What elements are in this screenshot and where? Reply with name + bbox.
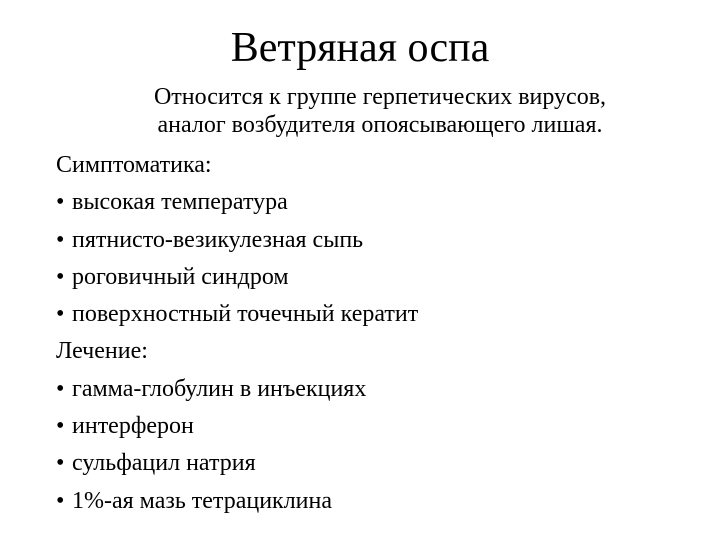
content-list — [56, 147, 706, 520]
symptom-item — [56, 222, 706, 259]
bullet-icon: • — [56, 450, 65, 477]
slide-title: Ветряная оспа — [230, 25, 490, 71]
intro-text — [40, 83, 720, 139]
bullet-icon: • — [56, 487, 65, 514]
treatment-item-label: сульфацил натрия — [72, 450, 256, 477]
symptom-item-label: роговичный синдром — [72, 263, 289, 290]
treatment-heading: Лечение: — [56, 338, 148, 365]
bullet-icon: • — [56, 189, 65, 216]
treatment-item — [56, 371, 706, 408]
symptom-item-label: высокая температура — [72, 189, 288, 216]
symptom-item-label: пятнисто-везикулезная сыпь — [72, 226, 364, 253]
symptom-item-label: поверхностный точечный кератит — [72, 301, 419, 328]
treatment-item — [56, 483, 706, 520]
bullet-icon: • — [56, 375, 65, 402]
treatment-item — [56, 408, 706, 445]
symptom-item — [56, 184, 706, 221]
symptom-item — [56, 259, 706, 296]
bullet-icon: • — [56, 226, 65, 253]
treatment-item-label: гамма-глобулин в инъекциях — [72, 375, 367, 402]
bullet-icon: • — [56, 301, 65, 328]
treatment-item — [56, 445, 706, 482]
intro-line: аналог возбудителя опоясывающего лишая. — [157, 112, 603, 138]
symptoms-heading: Симптоматика: — [56, 152, 212, 178]
symptom-item — [56, 296, 706, 333]
intro-line: Относится к группе герпетических вирусов, — [153, 84, 607, 110]
treatment-item-label: интерферон — [72, 413, 194, 440]
bullet-icon: • — [56, 413, 65, 440]
treatment-item-label: 1%-ая мазь тетрациклина — [72, 487, 333, 514]
bullet-icon: • — [56, 263, 65, 290]
